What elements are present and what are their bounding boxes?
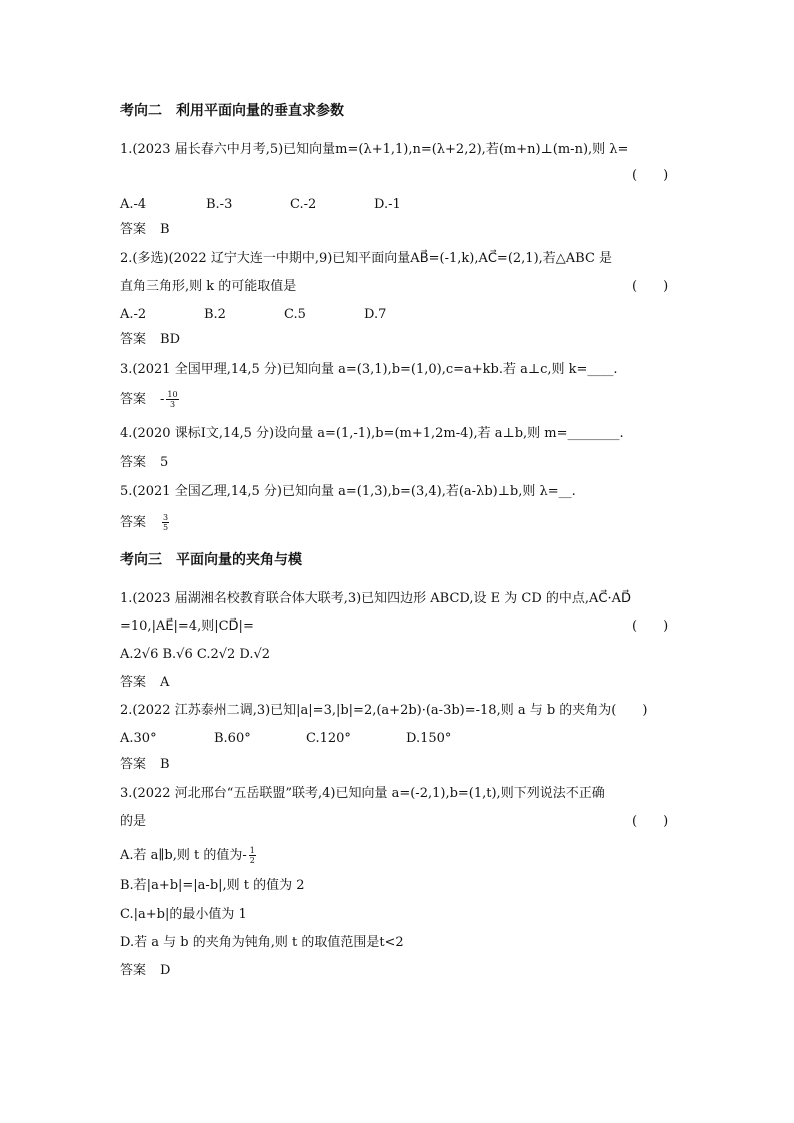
q1-option-c: C.-2 bbox=[290, 197, 317, 212]
r3-stem-line1: 3.(2022 河北邢台“五岳联盟”联考,4)已知向量 a=(-2,1),b=(1,t),则下列说法不正确 bbox=[120, 786, 605, 801]
r1-answer bbox=[120, 674, 169, 692]
r3-answer bbox=[120, 962, 170, 980]
q1-option-d: D.-1 bbox=[374, 197, 401, 212]
r1-options: A.2√6 B.√6 C.2√2 D.√2 bbox=[120, 647, 271, 662]
r2-option-a: A.30° bbox=[120, 731, 157, 746]
answer-label: 答案 bbox=[120, 222, 147, 237]
q1-option-a: A.-4 bbox=[120, 197, 147, 212]
r3-option-c: C.|a+b|的最小值为 1 bbox=[120, 907, 247, 922]
q1-option-b: B.-3 bbox=[206, 197, 233, 212]
q2-option-d: D.7 bbox=[364, 307, 387, 322]
answer-label: 答案 bbox=[120, 675, 147, 690]
fraction-numerator: 1 bbox=[249, 846, 255, 855]
r2-option-b: B.60° bbox=[214, 731, 251, 746]
answer-label: 答案 bbox=[120, 515, 147, 530]
q4-stem: 4.(2020 课标Ⅰ文,14,5 分)设向量 a=(1,-1),b=(m+1,2m-4),若 a⊥b,则 m=________. bbox=[120, 426, 624, 441]
q5-stem: 5.(2021 全国乙理,14,5 分)已知向量 a=(1,3),b=(3,4),若(a-λb)⊥b,则 λ=__. bbox=[120, 484, 576, 499]
answer-label: 答案 bbox=[120, 757, 147, 772]
option-a-text: A.若 a∥b,则 t 的值为- bbox=[120, 848, 247, 863]
answer-label: 答案 bbox=[120, 455, 147, 470]
q2-option-c: C.5 bbox=[284, 307, 306, 322]
fraction-denominator: 3 bbox=[169, 400, 176, 409]
answer-value: D bbox=[160, 963, 171, 978]
q3-answer bbox=[120, 390, 179, 409]
q3-stem: 3.(2021 全国甲理,14,5 分)已知向量 a=(3,1),b=(1,0),c=a+kb.若 a⊥c,则 k=____. bbox=[120, 362, 618, 377]
answer-sign: - bbox=[160, 392, 165, 407]
q2-answer bbox=[120, 331, 180, 349]
answer-value: B bbox=[160, 222, 170, 237]
r1-stem-line1: 1.(2023 届湖湘名校教育联合体大联考,3)已知四边形 ABCD,设 E 为 CD 的中点,AC⃗·AD⃗ bbox=[120, 591, 632, 606]
r2-answer bbox=[120, 756, 170, 774]
answer-value: 5 bbox=[160, 455, 169, 470]
q2-stem-line1: 2.(多选)(2022 辽宁大连一中期中,9)已知平面向量AB⃗=(-1,k),AC⃗=(2,1),若△ABC 是 bbox=[120, 251, 613, 266]
section-title-3: 考向三 平面向量的夹角与模 bbox=[120, 552, 302, 568]
r2-options bbox=[120, 730, 451, 748]
q5-answer bbox=[120, 513, 169, 532]
answer-value: B bbox=[160, 757, 170, 772]
r3-paren: ( ) bbox=[632, 814, 669, 829]
answer-label: 答案 bbox=[120, 963, 147, 978]
q1-paren: ( ) bbox=[632, 168, 669, 183]
q4-answer bbox=[120, 454, 168, 472]
q2-option-a: A.-2 bbox=[120, 307, 147, 322]
fraction-denominator: 5 bbox=[163, 523, 169, 532]
q2-paren: ( ) bbox=[632, 279, 669, 294]
option-a-fraction bbox=[249, 846, 256, 865]
q1-answer bbox=[120, 221, 170, 239]
answer-value: A bbox=[160, 675, 170, 690]
q1-options bbox=[120, 196, 401, 214]
answer-label: 答案 bbox=[120, 332, 147, 347]
r1-paren: ( ) bbox=[632, 619, 669, 634]
q2-option-b: B.2 bbox=[204, 307, 226, 322]
r3-stem-line2: 的是 bbox=[120, 814, 147, 829]
answer-label: 答案 bbox=[120, 392, 147, 407]
section-title-2: 考向二 利用平面向量的垂直求参数 bbox=[120, 103, 344, 119]
r3-option-d: D.若 a 与 b 的夹角为钝角,则 t 的取值范围是t<2 bbox=[120, 935, 404, 950]
r2-option-d: D.150° bbox=[406, 731, 452, 746]
answer-fraction bbox=[162, 513, 169, 532]
q2-options bbox=[120, 306, 386, 324]
q2-stem-line2: 直角三角形,则 k 的可能取值是 bbox=[120, 279, 297, 294]
r3-option-a bbox=[120, 846, 256, 865]
r3-option-b: B.若|a+b|=|a-b|,则 t 的值为 2 bbox=[120, 878, 305, 893]
answer-value: BD bbox=[160, 332, 180, 347]
fraction-denominator: 2 bbox=[249, 856, 255, 865]
fraction-numerator: 3 bbox=[163, 513, 169, 522]
answer-fraction bbox=[166, 390, 178, 409]
r2-stem: 2.(2022 江苏泰州二调,3)已知|a|=3,|b|=2,(a+2b)·(a-3b)=-18,则 a 与 b 的夹角为( ) bbox=[120, 703, 648, 718]
fraction-numerator: 10 bbox=[167, 390, 178, 399]
r2-option-c: C.120° bbox=[306, 731, 351, 746]
r1-stem-line2: =10,|AE⃗|=4,则|CD⃗|= bbox=[120, 619, 254, 634]
q1-stem: 1.(2023 届长春六中月考,5)已知向量m=(λ+1,1),n=(λ+2,2),若(m+n)⊥(m-n),则 λ= bbox=[120, 142, 629, 157]
